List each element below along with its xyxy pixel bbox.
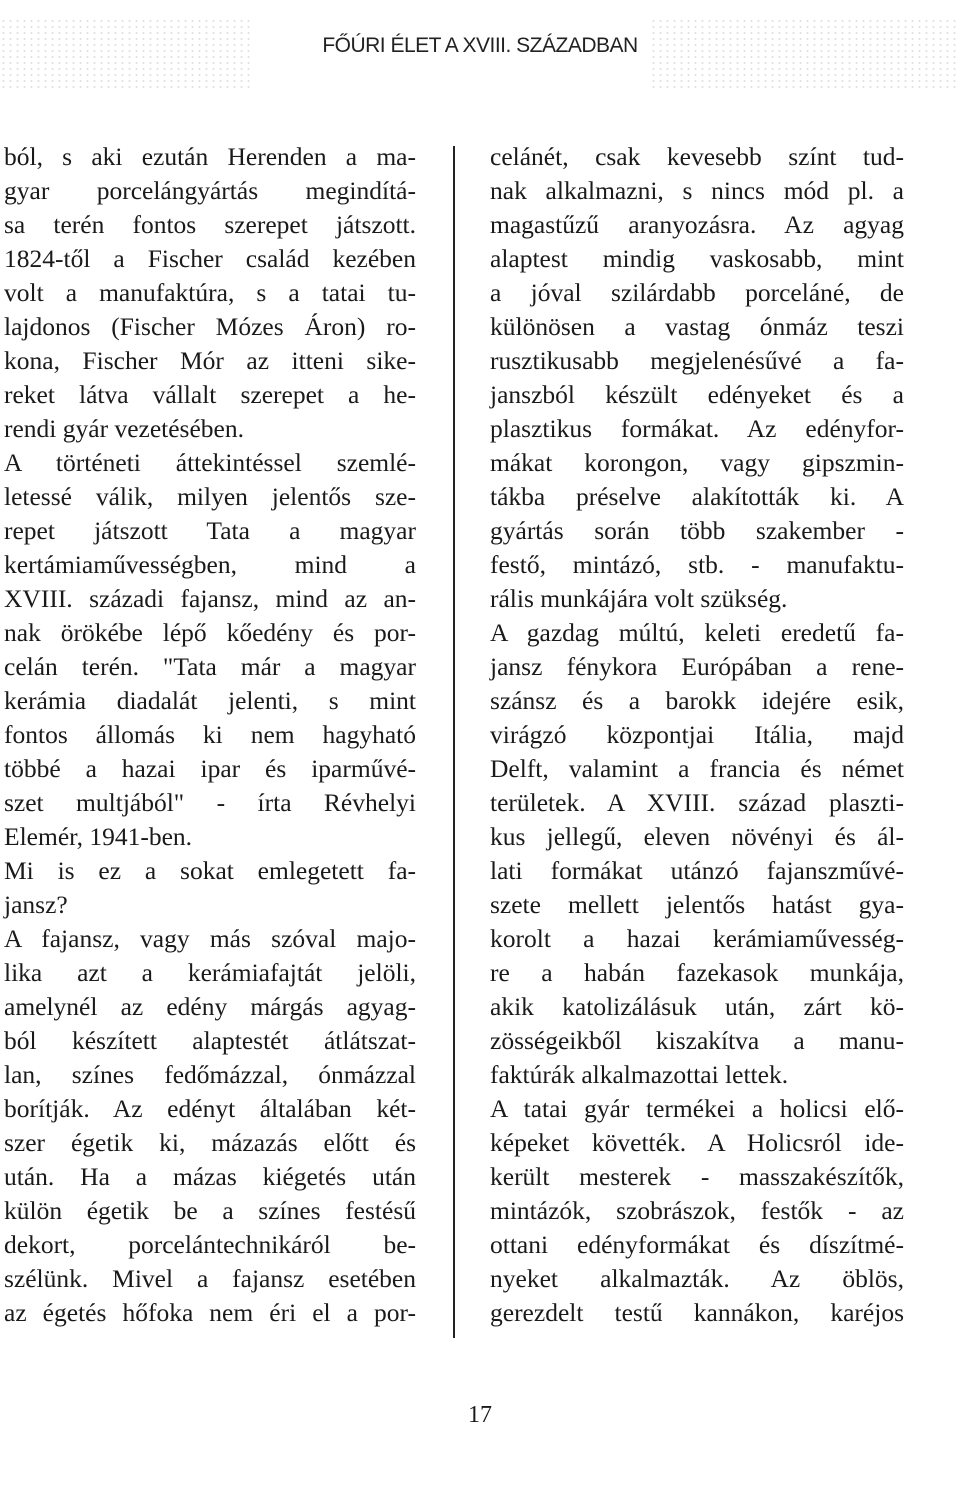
text-line: A gazdag múltú, keleti eredetű fa-: [490, 618, 904, 647]
text-line: volt a manufaktúra, s a tatai tu-: [4, 278, 416, 307]
text-line: XVIII. századi fajansz, mind az an-: [4, 584, 416, 613]
text-line: képeket követték. A Holicsról ide-: [490, 1128, 904, 1157]
text-line: A történeti áttekintéssel szemlé-: [4, 448, 416, 477]
text-line: gyar porcelángyártás megindítá-: [4, 176, 416, 205]
text-line: celán terén. "Tata már a magyar: [4, 652, 416, 681]
text-line: lan, színes fedőmázzal, ónmázzal: [4, 1060, 416, 1089]
text-line: különösen a vastag ónmáz teszi: [490, 312, 904, 341]
text-line: szete mellett jelentős hatást gya-: [490, 890, 904, 919]
text-line: ottani edényformákat és díszítmé-: [490, 1230, 904, 1259]
text-line: zösségeikből kiszakítva a manu-: [490, 1026, 904, 1055]
text-line: amelynél az edény márgás agyag-: [4, 992, 416, 1021]
text-line: szélünk. Mivel a fajansz esetében: [4, 1264, 416, 1293]
left-column: [4, 140, 416, 1330]
text-line: gerezdelt testű kannákon, karéjos: [490, 1298, 904, 1327]
page-number: 17: [468, 1402, 492, 1428]
text-line: tákba préselve alakították ki. A: [490, 482, 904, 511]
text-line: Mi is ez a sokat emlegetett fa-: [4, 856, 416, 885]
text-line: Delft, valamint a francia és német: [490, 754, 904, 783]
text-line: területek. A XVIII. század plaszti-: [490, 788, 904, 817]
text-line: janszból készült edényeket és a: [490, 380, 904, 409]
text-line: lika azt a kerámiafajtát jelöli,: [4, 958, 416, 987]
text-line: gyártás során több szakember -: [490, 516, 904, 545]
text-line: kertámiaművességben, mind a: [4, 550, 416, 579]
text-line: szer égetik ki, mázazás előtt és: [4, 1128, 416, 1157]
text-line: nak alkalmazni, s nincs mód pl. a: [490, 176, 904, 205]
text-line: többé a hazai ipar és iparművé-: [4, 754, 416, 783]
text-line: jansz?: [4, 890, 68, 919]
text-line: faktúrák alkalmazottai lettek.: [490, 1060, 789, 1089]
text-line: Elemér, 1941-ben.: [4, 822, 193, 851]
text-line: az égetés hőfoka nem éri el a por-: [4, 1298, 416, 1327]
text-line: rusztikusabb megjelenésűvé a fa-: [490, 346, 904, 375]
text-line: kus jellegű, eleven növényi és ál-: [490, 822, 904, 851]
text-line: festő, mintázó, stb. - manufaktu-: [490, 550, 904, 579]
text-line: virágzó központjai Itália, majd: [490, 720, 904, 749]
text-line: a jóval szilárdabb porceláné, de: [490, 278, 904, 307]
text-line: mintázók, szobrászok, festők - az: [490, 1196, 904, 1225]
text-line: szet multjából" - írta Révhelyi: [4, 788, 416, 817]
text-line: 1824-től a Fischer család kezében: [4, 244, 416, 273]
text-line: ból, s aki ezután Herenden a ma-: [4, 142, 416, 171]
text-line: alaptest mindig vaskosabb, mint: [490, 244, 904, 273]
text-line: nyeket alkalmazták. Az öblös,: [490, 1264, 904, 1293]
text-line: külön égetik be a színes festésű: [4, 1196, 416, 1225]
text-line: sa terén fontos szerepet játszott.: [4, 210, 416, 239]
text-line: A tatai gyár termékei a holicsi elő-: [490, 1094, 904, 1123]
text-line: A fajansz, vagy más szóval majo-: [4, 924, 416, 953]
text-line: magastűzű aranyozásra. Az agyag: [490, 210, 904, 239]
text-line: nak örökébe lépő kőedény és por-: [4, 618, 416, 647]
text-line: jansz fénykora Európában a rene-: [490, 652, 904, 681]
text-line: szánsz és a barokk idejére esik,: [490, 686, 904, 715]
text-line: kerámia diadalát jelenti, s mint: [4, 686, 416, 715]
text-line: repet játszott Tata a magyar: [4, 516, 416, 545]
text-line: korolt a hazai kerámiaművesség-: [490, 924, 904, 953]
text-line: rális munkájára volt szükség.: [490, 584, 788, 613]
text-line: után. Ha a mázas kiégetés után: [4, 1162, 416, 1191]
text-line: lati formákat utánzó fajanszművé-: [490, 856, 904, 885]
running-header: FŐÚRI ÉLET A XVIII. SZÁZADBAN: [322, 34, 638, 57]
text-line: celánét, csak kevesebb színt tud-: [490, 142, 904, 171]
text-line: fontos állomás ki nem hagyható: [4, 720, 416, 749]
text-line: re a habán fazekasok munkája,: [490, 958, 904, 987]
right-column: [490, 140, 904, 1330]
text-line: rendi gyár vezetésében.: [4, 414, 244, 443]
text-line: került mesterek - masszakészítők,: [490, 1162, 904, 1191]
text-line: reket látva vállalt szerepet a he-: [4, 380, 416, 409]
text-line: letessé válik, milyen jelentős sze-: [4, 482, 416, 511]
text-line: akik katolizálásuk után, zárt kö-: [490, 992, 904, 1021]
text-line: kona, Fischer Mór az itteni sike-: [4, 346, 416, 375]
text-line: borítják. Az edényt általában két-: [4, 1094, 416, 1123]
text-line: dekort, porcelántechnikáról be-: [4, 1230, 416, 1259]
column-divider: [453, 146, 455, 1338]
text-line: lajdonos (Fischer Mózes Áron) ro-: [4, 312, 416, 341]
text-line: plasztikus formákat. Az edényfor-: [490, 414, 904, 443]
text-line: mákat korongon, vagy gipszmin-: [490, 448, 904, 477]
text-line: ból készített alaptestét átlátszat-: [4, 1026, 416, 1055]
